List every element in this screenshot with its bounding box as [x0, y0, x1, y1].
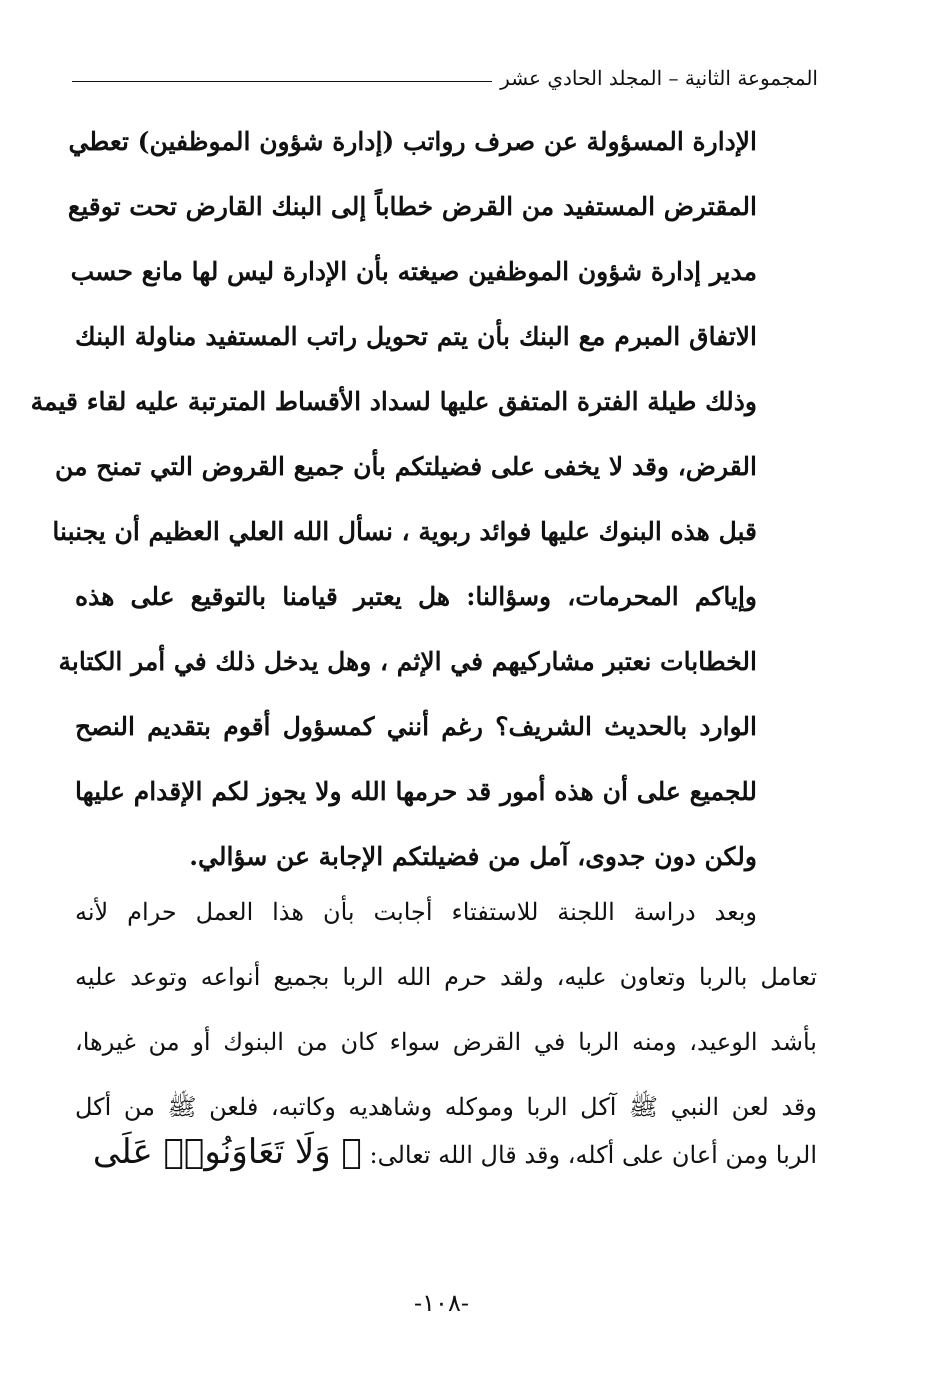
- question-line: الإدارة المسؤولة عن صرف رواتب (إدارة شؤون الموظفين) تعطي: [68, 127, 757, 156]
- answer-line: وبعد دراسة اللجنة للاستفتاء أجابت بأن هذا العمل حرام لأنه: [75, 898, 757, 926]
- question-line: الخطابات نعتبر مشاركيهم في الإثم ، وهل يدخل ذلك في أمر الكتابة: [58, 647, 757, 676]
- question-line: وإياكم المحرمات، وسؤالنا: هل يعتبر قيامنا بالتوقيع على هذه: [75, 582, 757, 611]
- question-line: قبل هذه البنوك عليها فوائد ربوية ، نسأل الله العلي العظيم أن يجنبنا: [52, 517, 757, 546]
- running-title: المجموعة الثانية – المجلد الحادي عشر: [500, 66, 818, 90]
- question-line: للجميع على أن هذه أمور قد حرمها الله ولا يجوز لكم الإقدام عليها: [75, 777, 757, 806]
- question-line: ولكن دون جدوى، آمل من فضيلتكم الإجابة عن سؤالي.: [189, 842, 757, 871]
- page-number: -١٠٨-: [414, 1289, 469, 1317]
- answer-line: بأشد الوعيد، ومنه الربا في القرض سواء كان من البنوك أو من غيرها،: [75, 1028, 817, 1056]
- question-line: وذلك طيلة الفترة المتفق عليها لسداد الأقساط المترتبة عليه لقاء قيمة: [30, 387, 757, 416]
- quran-verse: ﴿ وَلَا تَعَاوَنُوا۟ عَلَى: [92, 1132, 362, 1172]
- header-rule: [72, 81, 492, 82]
- question-line: المقترض المستفيد من القرض خطاباً إلى البنك القارض تحت توقيع: [67, 192, 757, 221]
- answer-line-last: [75, 1132, 817, 1172]
- question-line: الاتفاق المبرم مع البنك بأن يتم تحويل راتب المستفيد مناولة البنك: [75, 322, 757, 351]
- question-line: الوارد بالحديث الشريف؟ رغم أنني كمسؤول أقوم بتقديم النصح: [75, 712, 757, 741]
- answer-line: وقد لعن النبي ﷺ آكل الربا وموكله وشاهديه وكاتبه، فلعن ﷺ من أكل: [75, 1093, 817, 1121]
- answer-line: تعامل بالربا وتعاون عليه، ولقد حرم الله الربا بجميع أنواعه وتوعد عليه: [75, 963, 817, 991]
- question-line: مدير إدارة شؤون الموظفين صيغته بأن الإدارة ليس لها مانع حسب: [70, 257, 757, 286]
- answer-text: الربا ومن أعان على أكله، وقد قال الله تعالى:: [369, 1141, 817, 1169]
- running-header: [72, 60, 818, 96]
- question-line: القرض، وقد لا يخفى على فضيلتكم بأن جميع القروض التي تمنح من: [55, 452, 757, 481]
